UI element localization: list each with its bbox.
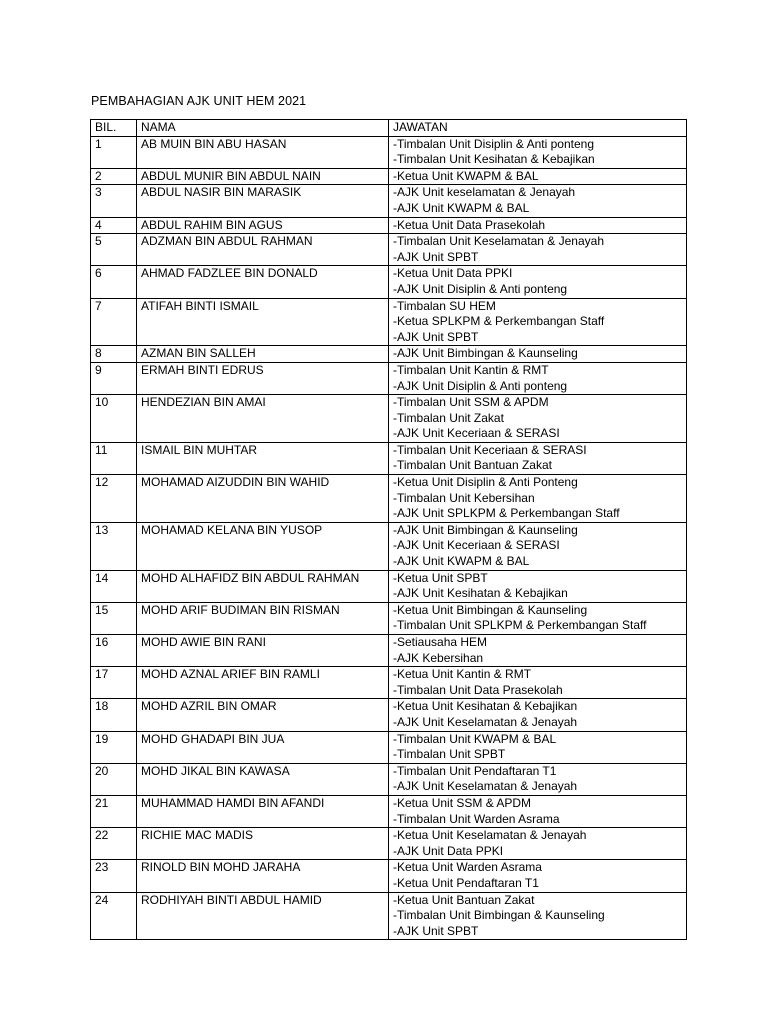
- cell-nama: AB MUIN BIN ABU HASAN: [137, 136, 389, 168]
- cell-bil: 2: [91, 168, 137, 185]
- jawatan-item: -Ketua Unit SSM & APDM: [393, 795, 532, 810]
- jawatan-item: -AJK Unit Kesihatan & Kebajikan: [393, 586, 568, 601]
- cell-bil: 16: [91, 635, 137, 667]
- cell-jawatan: [389, 217, 687, 234]
- cell-nama: RODHIYAH BINTI ABDUL HAMID: [137, 892, 389, 940]
- table-row: [91, 795, 687, 827]
- cell-bil: 1: [91, 136, 137, 168]
- cell-bil: 23: [91, 860, 137, 892]
- table-header-row: [91, 120, 687, 137]
- cell-bil: 5: [91, 234, 137, 266]
- cell-bil: 6: [91, 266, 137, 298]
- cell-nama: MOHD AWIE BIN RANI: [137, 635, 389, 667]
- cell-bil: 14: [91, 570, 137, 602]
- table-row: [91, 699, 687, 731]
- jawatan-item: -Timbalan Unit Zakat: [393, 410, 504, 425]
- jawatan-item: -Timbalan Unit Data Prasekolah: [393, 682, 563, 697]
- cell-nama: RINOLD BIN MOHD JARAHA: [137, 860, 389, 892]
- jawatan-item: -Ketua Unit KWAPM & BAL: [393, 168, 539, 183]
- cell-nama: MOHAMAD KELANA BIN YUSOP: [137, 522, 389, 570]
- jawatan-item: -Ketua Unit Data Prasekolah: [393, 217, 546, 232]
- cell-bil: 11: [91, 442, 137, 474]
- table-row: [91, 362, 687, 394]
- cell-nama: AZMAN BIN SALLEH: [137, 346, 389, 363]
- cell-bil: 8: [91, 346, 137, 363]
- header-bil: BIL.: [91, 120, 137, 137]
- table-row: [91, 234, 687, 266]
- table-row: [91, 860, 687, 892]
- jawatan-item: -AJK Unit Bimbingan & Kaunseling: [393, 346, 578, 361]
- cell-jawatan: [389, 795, 687, 827]
- jawatan-item: -Timbalan Unit Bimbingan & Kaunseling: [393, 908, 605, 923]
- jawatan-item: -AJK Unit Data PPKI: [393, 843, 504, 858]
- cell-nama: ERMAH BINTI EDRUS: [137, 362, 389, 394]
- table-row: [91, 168, 687, 185]
- cell-jawatan: [389, 635, 687, 667]
- cell-nama: ADZMAN BIN ABDUL RAHMAN: [137, 234, 389, 266]
- cell-jawatan: [389, 266, 687, 298]
- cell-bil: 15: [91, 602, 137, 634]
- jawatan-item: -Timbalan Unit Kantin & RMT: [393, 362, 549, 377]
- jawatan-item: -Timbalan Unit KWAPM & BAL: [393, 731, 557, 746]
- jawatan-item: -AJK Unit KWAPM & BAL: [393, 554, 530, 569]
- cell-jawatan: [389, 136, 687, 168]
- cell-jawatan: [389, 763, 687, 795]
- cell-nama: MOHAMAD AIZUDDIN BIN WAHID: [137, 475, 389, 523]
- header-nama: NAMA: [137, 120, 389, 137]
- cell-nama: ATIFAH BINTI ISMAIL: [137, 298, 389, 346]
- jawatan-item: -Timbalan Unit Kebersihan: [393, 490, 535, 505]
- table-row: [91, 635, 687, 667]
- table-row: [91, 346, 687, 363]
- jawatan-item: -Setiausaha HEM: [393, 635, 488, 649]
- cell-bil: 19: [91, 731, 137, 763]
- table-row: [91, 395, 687, 443]
- cell-bil: 9: [91, 362, 137, 394]
- cell-nama: HENDEZIAN BIN AMAI: [137, 395, 389, 443]
- cell-jawatan: [389, 395, 687, 443]
- jawatan-item: -Ketua Unit Kantin & RMT: [393, 667, 532, 682]
- cell-nama: MOHD ARIF BUDIMAN BIN RISMAN: [137, 602, 389, 634]
- jawatan-item: -AJK Unit Keceriaan & SERASI: [393, 538, 560, 553]
- jawatan-item: -Ketua Unit Warden Asrama: [393, 860, 542, 875]
- jawatan-item: -AJK Unit Bimbingan & Kaunseling: [393, 522, 578, 537]
- cell-jawatan: [389, 828, 687, 860]
- cell-nama: MUHAMMAD HAMDI BIN AFANDI: [137, 795, 389, 827]
- table-row: [91, 442, 687, 474]
- jawatan-item: -AJK Unit Disiplin & Anti ponteng: [393, 281, 568, 296]
- cell-jawatan: [389, 475, 687, 523]
- cell-nama: MOHD AZRIL BIN OMAR: [137, 699, 389, 731]
- jawatan-item: -Ketua Unit Disiplin & Anti Ponteng: [393, 475, 578, 490]
- jawatan-item: -Ketua Unit Keselamatan & Jenayah: [393, 828, 587, 843]
- jawatan-item: -AJK Unit KWAPM & BAL: [393, 200, 530, 215]
- cell-bil: 24: [91, 892, 137, 940]
- table-row: [91, 185, 687, 217]
- cell-bil: 10: [91, 395, 137, 443]
- cell-jawatan: [389, 168, 687, 185]
- cell-nama: MOHD ALHAFIDZ BIN ABDUL RAHMAN: [137, 570, 389, 602]
- jawatan-item: -AJK Unit SPBT: [393, 923, 479, 938]
- jawatan-item: -Timbalan Unit Warden Asrama: [393, 811, 560, 826]
- jawatan-item: -Ketua Unit Bantuan Zakat: [393, 892, 535, 907]
- table-row: [91, 892, 687, 940]
- jawatan-item: -AJK Unit SPBT: [393, 329, 479, 344]
- jawatan-item: -Timbalan Unit Keceriaan & SERASI: [393, 442, 587, 457]
- table-row: [91, 522, 687, 570]
- table-row: [91, 763, 687, 795]
- cell-nama: MOHD GHADAPI BIN JUA: [137, 731, 389, 763]
- jawatan-item: -Timbalan Unit Disiplin & Anti ponteng: [393, 136, 594, 151]
- jawatan-item: -Timbalan Unit SSM & APDM: [393, 395, 549, 410]
- cell-nama: MOHD JIKAL BIN KAWASA: [137, 763, 389, 795]
- cell-bil: 18: [91, 699, 137, 731]
- jawatan-item: -AJK Unit Disiplin & Anti ponteng: [393, 378, 568, 393]
- jawatan-item: -AJK Unit Keselamatan & Jenayah: [393, 714, 578, 729]
- cell-bil: 21: [91, 795, 137, 827]
- cell-bil: 17: [91, 667, 137, 699]
- jawatan-item: -Ketua Unit SPBT: [393, 570, 488, 585]
- document-title: PEMBAHAGIAN AJK UNIT HEM 2021: [91, 94, 307, 108]
- cell-jawatan: [389, 362, 687, 394]
- jawatan-item: -AJK Unit SPLKPM & Perkembangan Staff: [393, 506, 620, 521]
- cell-bil: 3: [91, 185, 137, 217]
- table-row: [91, 828, 687, 860]
- cell-bil: 12: [91, 475, 137, 523]
- cell-bil: 22: [91, 828, 137, 860]
- jawatan-item: -Timbalan Unit Pendaftaran T1: [393, 763, 557, 778]
- cell-jawatan: [389, 442, 687, 474]
- cell-jawatan: [389, 731, 687, 763]
- cell-jawatan: [389, 860, 687, 892]
- cell-bil: 20: [91, 763, 137, 795]
- jawatan-item: -AJK Unit Keceriaan & SERASI: [393, 426, 560, 441]
- jawatan-item: -AJK Unit Keselamatan & Jenayah: [393, 779, 578, 794]
- jawatan-item: -Ketua SPLKPM & Perkembangan Staff: [393, 314, 605, 329]
- cell-jawatan: [389, 298, 687, 346]
- jawatan-item: -Ketua Unit Pendaftaran T1: [393, 875, 539, 890]
- table-body: [91, 136, 687, 940]
- jawatan-item: -Timbalan SU HEM: [393, 298, 496, 313]
- table-row: [91, 298, 687, 346]
- jawatan-item: -Timbalan Unit Kesihatan & Kebajikan: [393, 152, 595, 167]
- table-row: [91, 667, 687, 699]
- jawatan-item: -Ketua Unit Bimbingan & Kaunseling: [393, 602, 588, 617]
- cell-jawatan: [389, 234, 687, 266]
- jawatan-item: -Ketua Unit Kesihatan & Kebajikan: [393, 699, 578, 714]
- cell-jawatan: [389, 699, 687, 731]
- ajk-assignment-table: [90, 119, 687, 940]
- cell-bil: 13: [91, 522, 137, 570]
- jawatan-item: -Timbalan Unit Bantuan Zakat: [393, 458, 552, 473]
- cell-nama: ABDUL NASIR BIN MARASIK: [137, 185, 389, 217]
- cell-nama: RICHIE MAC MADIS: [137, 828, 389, 860]
- table-row: [91, 570, 687, 602]
- cell-jawatan: [389, 570, 687, 602]
- cell-jawatan: [389, 667, 687, 699]
- table-row: [91, 475, 687, 523]
- jawatan-item: -Timbalan Unit SPBT: [393, 747, 506, 762]
- table-row: [91, 731, 687, 763]
- cell-jawatan: [389, 602, 687, 634]
- cell-jawatan: [389, 522, 687, 570]
- table-row: [91, 136, 687, 168]
- jawatan-item: -AJK Unit keselamatan & Jenayah: [393, 185, 576, 200]
- jawatan-item: -Ketua Unit Data PPKI: [393, 266, 513, 281]
- table-row: [91, 217, 687, 234]
- jawatan-item: -AJK Kebersihan: [393, 650, 484, 665]
- jawatan-item: -Timbalan Unit Keselamatan & Jenayah: [393, 234, 604, 249]
- cell-bil: 4: [91, 217, 137, 234]
- table-row: [91, 266, 687, 298]
- cell-nama: ABDUL RAHIM BIN AGUS: [137, 217, 389, 234]
- cell-jawatan: [389, 185, 687, 217]
- table-row: [91, 602, 687, 634]
- jawatan-item: -AJK Unit SPBT: [393, 249, 479, 264]
- cell-nama: AHMAD FADZLEE BIN DONALD: [137, 266, 389, 298]
- cell-nama: MOHD AZNAL ARIEF BIN RAMLI: [137, 667, 389, 699]
- header-jawatan: JAWATAN: [389, 120, 687, 137]
- cell-jawatan: [389, 346, 687, 363]
- cell-nama: ISMAIL BIN MUHTAR: [137, 442, 389, 474]
- jawatan-item: -Timbalan Unit SPLKPM & Perkembangan Staff: [393, 618, 647, 633]
- cell-bil: 7: [91, 298, 137, 346]
- cell-nama: ABDUL MUNIR BIN ABDUL NAIN: [137, 168, 389, 185]
- cell-jawatan: [389, 892, 687, 940]
